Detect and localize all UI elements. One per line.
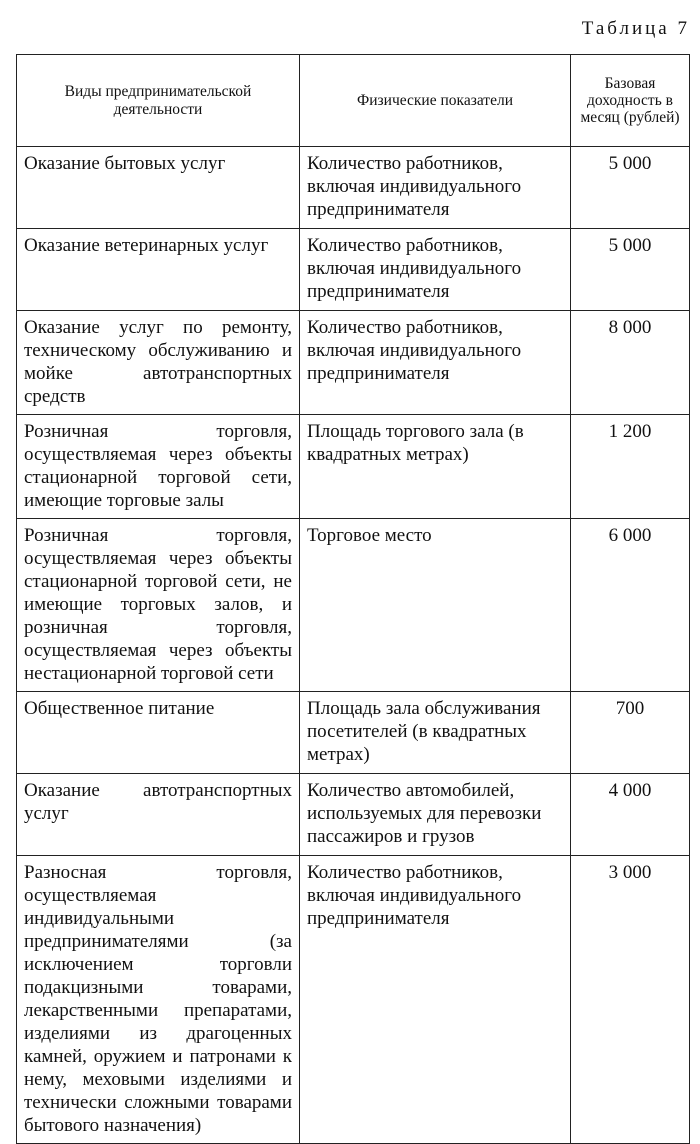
yield-cell: 700	[571, 692, 690, 774]
activity-cell: Оказание автотранспортных услуг	[17, 774, 300, 856]
yield-cell: 6 000	[571, 519, 690, 692]
activity-cell: Оказание ветеринарных услуг	[17, 229, 300, 311]
yield-cell: 4 000	[571, 774, 690, 856]
header-indicator: Физические показатели	[300, 55, 571, 147]
indicator-cell: Площадь зала обслуживания посетителей (в квадратных метрах)	[300, 692, 571, 774]
header-yield: Базовая доходность в месяц (рублей)	[571, 55, 690, 147]
yield-cell: 8 000	[571, 311, 690, 415]
yield-cell: 5 000	[571, 147, 690, 229]
activity-cell: Оказание бытовых услуг	[17, 147, 300, 229]
activity-cell: Оказание услуг по ремонту, техническому обслуживанию и мойке автотранспортных средств	[17, 311, 300, 415]
table-row	[17, 692, 690, 774]
indicator-cell: Количество работников, включая индивидуального предпринимателя	[300, 311, 571, 415]
table-row	[17, 519, 690, 692]
table-row	[17, 415, 690, 519]
table-row	[17, 774, 690, 856]
activity-cell: Розничная торговля, осуществляемая через объекты стационарной торговой сети, не имеющие торговых залов, и розничная торговля, осуществляемая через объекты нестационарной торговой сети	[17, 519, 300, 692]
table-row	[17, 856, 690, 1144]
yield-cell: 5 000	[571, 229, 690, 311]
indicator-cell: Количество автомобилей, используемых для перевозки пассажиров и грузов	[300, 774, 571, 856]
yield-table	[16, 54, 690, 1144]
yield-cell: 3 000	[571, 856, 690, 1144]
header-row	[17, 55, 690, 147]
indicator-cell: Торговое место	[300, 519, 571, 692]
indicator-cell: Количество работников, включая индивидуального предпринимателя	[300, 229, 571, 311]
activity-cell: Розничная торговля, осуществляемая через объекты стационарной торговой сети, имеющие торговые залы	[17, 415, 300, 519]
indicator-cell: Площадь торгового зала (в квадратных метрах)	[300, 415, 571, 519]
yield-cell: 1 200	[571, 415, 690, 519]
activity-cell: Разносная торговля, осуществляемая индивидуальными предпринимателями (за исключением торговли подакцизными товарами, лекарственными препаратами, изделиями из драгоценных камней, оружием и патронами к нему, меховыми изделиями и технически сложными товарами бытового назначения)	[17, 856, 300, 1144]
header-activity: Виды предпринимательской деятельности	[17, 55, 300, 147]
table-row	[17, 229, 690, 311]
table-row	[17, 147, 690, 229]
table-row	[17, 311, 690, 415]
indicator-cell: Количество работников, включая индивидуального предпринимателя	[300, 147, 571, 229]
table-caption: Таблица 7	[581, 18, 690, 39]
indicator-cell: Количество работников, включая индивидуального предпринимателя	[300, 856, 571, 1144]
activity-cell: Общественное питание	[17, 692, 300, 774]
